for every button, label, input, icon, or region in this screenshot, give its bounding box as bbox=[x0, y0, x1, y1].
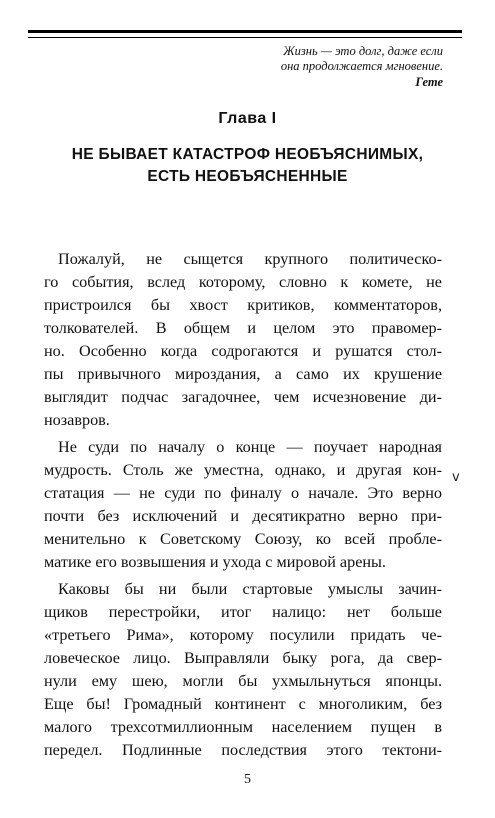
margin-check-mark: v bbox=[452, 470, 460, 485]
page-number: 5 bbox=[244, 772, 251, 787]
chapter-title-line: ЕСТЬ НЕОБЪЯСНЕННЫЕ bbox=[147, 168, 348, 185]
header-rule-thick bbox=[28, 30, 462, 33]
text-line: щиков перестройки, итог налицо: нет больше bbox=[44, 603, 442, 621]
text-line: «третьего Рима», которому посулили придать че- bbox=[44, 626, 442, 644]
text-line: Еще бы! Громадный континент с многоликим, без bbox=[44, 695, 442, 713]
epigraph bbox=[200, 44, 443, 90]
paragraph bbox=[44, 248, 442, 432]
text-line: го события, вслед которому, словно к комете, не bbox=[44, 273, 442, 291]
chapter-title-line: НЕ БЫВАЕТ КАТАСТРОФ НЕОБЪЯСНИМЫХ, bbox=[71, 146, 424, 163]
text-line: мудрость. Столь же уместна, однако, и другая кон- bbox=[44, 461, 442, 479]
text-line: статация — не суди по финалу о начале. Это верно bbox=[44, 484, 442, 502]
paragraph bbox=[44, 436, 442, 574]
epigraph-line: она продолжается мгновение. bbox=[280, 59, 443, 73]
text-line: Не суди по началу о конце — поучает народная bbox=[58, 438, 442, 456]
text-line: нозавров. bbox=[44, 411, 110, 429]
paragraph bbox=[44, 578, 442, 762]
text-line: выглядит подчас загадочнее, чем исчезновение ди- bbox=[44, 388, 442, 406]
text-line: нули ему шею, могли бы ухмыльнуться японцы. bbox=[44, 672, 442, 690]
epigraph-line: Жизнь — это долг, даже если bbox=[283, 44, 443, 58]
text-line: Каковы бы ни были стартовые умыслы зачин- bbox=[58, 580, 442, 598]
text-line: ловеческое лицо. Выправляли быку рога, да свер- bbox=[44, 649, 442, 667]
text-line: почти без исключений и десятикратно верно при- bbox=[44, 507, 442, 525]
header-rule-thin bbox=[28, 37, 462, 38]
epigraph-author: Гете bbox=[415, 75, 443, 89]
text-line: передел. Подлинные последствия этого тектони- bbox=[44, 741, 442, 759]
text-line: толкователей. В общем и целом это правомер- bbox=[44, 319, 442, 337]
text-line: матике его возвышения и ухода с мировой арены. bbox=[44, 553, 386, 571]
text-line: но. Особенно когда содрогаются и рушатся стол- bbox=[44, 342, 442, 360]
text-line: менительно к Советскому Союзу, ко всей пробле- bbox=[44, 530, 442, 548]
text-line: Пожалуй, не сыщется крупного политическо- bbox=[58, 250, 442, 268]
chapter-label: Глава I bbox=[218, 110, 277, 127]
text-line: пристроился бы хвост критиков, комментаторов, bbox=[44, 296, 442, 314]
text-line: пы привычного мироздания, а само их крушение bbox=[44, 365, 442, 383]
text-line: малого трехсотмиллионным населением пущен в bbox=[44, 718, 442, 736]
body-text bbox=[44, 248, 442, 762]
chapter-title bbox=[0, 144, 495, 188]
